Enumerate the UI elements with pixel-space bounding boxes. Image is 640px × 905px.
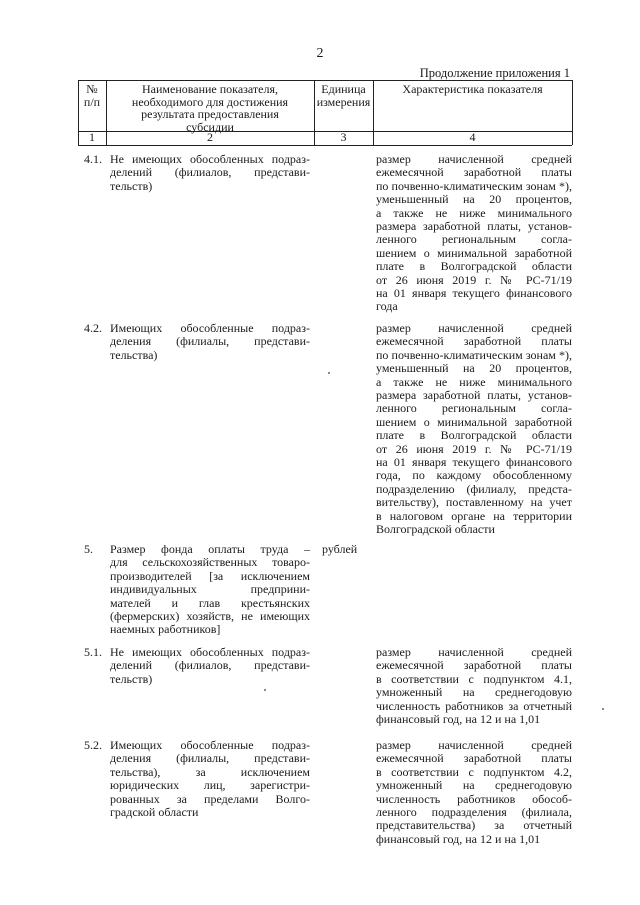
row-name: Не имеющих обособленных подраз- делений (филиалов, представи- тельств) xyxy=(110,645,310,686)
column-number-3: 3 xyxy=(340,130,347,144)
table-right-border xyxy=(572,80,573,145)
row-number: 5.2. xyxy=(84,738,102,752)
column-number-2: 2 xyxy=(207,130,213,144)
row-unit: рублей xyxy=(322,542,358,556)
row-name: Не имеющих обособленных подраз- делений (филиалов, представи- тельств) xyxy=(110,152,310,193)
row-name: Размер фонда оплаты труда – для сельскохозяйственных товаро- производителей [за исключением индивидуальных предприни- мателей и глав крестьянских (фермерских) хозяйств, не имеющих наемных работников] xyxy=(110,542,310,637)
row-description: размер начисленной средней ежемесячной заработной платы в соответствии с подпунктом 4.2, умноженный на среднегодовую численность работников обособ- ленного подразделения (филиала, представительства) за отчетный финансовый год, на 12 и на 1,01 xyxy=(376,738,572,846)
row-number: 5. xyxy=(84,542,93,556)
row-number: 4.1. xyxy=(84,152,102,166)
scan-speck xyxy=(264,689,266,691)
page-number: 2 xyxy=(316,46,324,61)
column-number-1: 1 xyxy=(89,130,95,144)
header-num: № п/п xyxy=(83,82,101,109)
row-number: 4.2. xyxy=(84,321,102,335)
header-unit: Единица измерения xyxy=(316,82,371,109)
column-numbers-bottom-border xyxy=(78,145,572,146)
scan-speck xyxy=(328,372,330,374)
row-number: 5.1. xyxy=(84,645,102,659)
row-name: Имеющих обособленные подраз- деления (филиалы, представи- тельства), за исключением юридических лиц, зарегистри- рованных за пределами Волго- градской области xyxy=(110,738,310,820)
table-top-border xyxy=(78,80,572,81)
header-desc: Характеристика показателя xyxy=(402,82,543,96)
continuation-label: Продолжение приложения 1 xyxy=(419,66,570,80)
row-description: размер начисленной средней ежемесячной заработной платы по почвенно-климатическим зонам *), уменьшенный на 20 процентов, а также не ниже минимального размера заработной платы, установ- ленного региональным согла- шением о минимальной заработной плате в Волгоградской области от 26 июня 2019 г. № РС-71/19 на 01 января текущего финансового года xyxy=(376,152,572,314)
row-description: размер начисленной средней ежемесячной заработной платы по почвенно-климатическим зонам *), уменьшенный на 20 процентов, а также не ниже минимального размера заработной платы, установ- ленного региональным согла- шением о минимальной заработной плате в Волгоградской области от 26 июня 2019 г. № РС-71/19 на 01 января текущего финансового года, по каждому обособленному подразделению (филиалу, предста- вительству), поставленному на учет в налоговом органе на территории Волгоградской области xyxy=(376,321,572,537)
scan-speck xyxy=(602,708,604,710)
header-name: Наименование показателя, необходимого для достижения результата предоставления субсидии xyxy=(131,82,289,134)
row-name: Имеющих обособленные подраз- деления (филиалы, представи- тельства) xyxy=(110,321,310,362)
column-number-4: 4 xyxy=(469,130,476,144)
row-description: размер начисленной средней ежемесячной заработной платы в соответствии с подпунктом 4.1, умноженный на среднегодовую численность работников за отчетный финансовый год, на 12 и на 1,01 xyxy=(376,645,572,727)
